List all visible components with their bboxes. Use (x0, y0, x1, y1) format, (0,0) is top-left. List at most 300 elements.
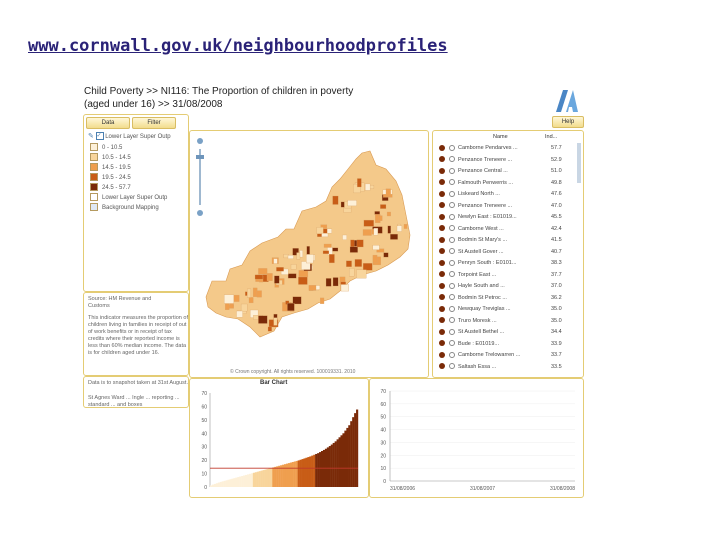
bar (251, 473, 253, 487)
legend-item[interactable] (90, 153, 131, 163)
bar (214, 484, 216, 487)
bar (292, 462, 294, 487)
bar (255, 472, 257, 487)
table-row[interactable] (439, 178, 562, 189)
table-row[interactable] (439, 270, 562, 281)
map-area-patch (350, 247, 358, 253)
area-name: Bodmin St Mary's ... (458, 237, 508, 243)
bar (302, 459, 304, 487)
bar (266, 469, 268, 487)
x-tick-label: 31/08/2008 (549, 486, 575, 492)
area-name: Camborne Trelowarren ... (458, 352, 521, 358)
bar (276, 466, 278, 487)
category-dot (439, 271, 445, 277)
bar (272, 467, 274, 487)
table-row[interactable] (439, 350, 562, 361)
category-dot (439, 237, 445, 243)
table-row[interactable] (439, 281, 562, 292)
bar (247, 474, 249, 487)
area-value: 42.4 (551, 225, 562, 232)
bar (270, 468, 272, 487)
bar (300, 460, 302, 487)
indicator-description: This indicator measures the proportion of children living in families in receipt of out of work benefits or in receipt of tax credits where their reported income is less than 60% median income. The data is for children aged under 16. (88, 315, 188, 356)
map-area-patch (288, 255, 294, 258)
area-name: Penryn South : E0101... (458, 260, 517, 266)
legend-swatch (90, 193, 98, 201)
map-area-patch (388, 226, 391, 234)
zoom-to-icon[interactable] (449, 352, 455, 358)
bar (212, 485, 214, 487)
area-value: 33.7 (551, 352, 562, 358)
area-value: 36.2 (551, 294, 562, 301)
y-tick-label: 70 (201, 391, 207, 397)
legend-item[interactable] (90, 193, 167, 203)
map-area-patch (349, 268, 354, 276)
tab-help[interactable]: Help (552, 116, 584, 128)
bar (226, 480, 228, 487)
legend-swatch (90, 173, 98, 181)
area-value: 33.9 (551, 340, 562, 347)
legend-label: Background Mapping (102, 205, 159, 211)
legend-item[interactable] (90, 203, 159, 213)
col-value-header[interactable]: Ind... (545, 134, 558, 140)
bar (311, 456, 313, 487)
notes-panel (83, 376, 189, 408)
zoom-to-icon[interactable] (449, 156, 455, 162)
area-name: Camborne West ... (458, 225, 504, 232)
bar (327, 447, 329, 487)
table-row[interactable] (439, 247, 562, 258)
zoom-to-icon[interactable] (449, 145, 455, 151)
category-dot (439, 248, 445, 254)
table-row[interactable] (439, 304, 562, 315)
map-area-patch (373, 255, 377, 263)
ia-logo (554, 88, 580, 114)
y-tick-label: 60 (380, 401, 386, 408)
bar (344, 431, 346, 487)
map-area-patch (341, 285, 349, 292)
zoom-to-icon[interactable] (449, 317, 455, 323)
area-value: 47.0 (551, 202, 562, 209)
legend-swatch (90, 153, 98, 161)
area-value: 49.8 (551, 179, 562, 186)
bar (210, 485, 212, 487)
bar (284, 464, 286, 487)
map-area-patch (363, 230, 372, 236)
bar (249, 474, 251, 487)
bar (350, 421, 352, 487)
bar (346, 428, 348, 487)
category-dot (439, 191, 445, 197)
legend-item[interactable] (90, 183, 131, 193)
map-area-patch (387, 212, 391, 216)
tab-filter[interactable]: Filter (132, 117, 176, 129)
area-value: 52.9 (551, 156, 562, 163)
bar (239, 477, 241, 487)
map-area-patch (309, 285, 316, 290)
profile-app (80, 80, 586, 500)
map-area-patch (348, 200, 357, 206)
map-area-patch (306, 255, 313, 264)
bar (329, 446, 331, 487)
table-scrollbar[interactable] (577, 143, 581, 183)
bar (235, 478, 237, 487)
area-name: Falmouth Penwerris ... (458, 179, 514, 186)
area-value: 57.7 (551, 145, 562, 151)
zoom-to-icon[interactable] (449, 271, 455, 277)
area-name: Saltash Essa ... (458, 363, 497, 370)
area-name: Penzance Treneere ... (458, 202, 513, 209)
zoom-to-icon[interactable] (449, 363, 455, 369)
bar (268, 468, 270, 487)
table-row[interactable] (439, 155, 562, 166)
map-area-patch (284, 254, 289, 258)
map-area-patch (307, 246, 310, 254)
bar (340, 435, 342, 487)
map-area-patch (323, 251, 329, 254)
area-value: 45.5 (551, 214, 562, 220)
zoom-to-icon[interactable] (449, 260, 455, 266)
bar (237, 477, 239, 487)
trend-chart-panel (369, 378, 584, 498)
y-tick-label: 20 (380, 453, 386, 460)
bar (294, 461, 296, 487)
map-area-patch (327, 229, 332, 234)
bar-chart-title: Bar Chart (260, 380, 288, 386)
table-row[interactable] (439, 212, 562, 223)
area-name: Camborne Pendarves ... (458, 145, 518, 151)
map-area-patch (241, 304, 247, 311)
zoom-to-icon[interactable] (449, 283, 455, 289)
zoom-to-icon[interactable] (449, 191, 455, 197)
bar (243, 475, 245, 487)
area-value: 34.4 (551, 329, 562, 335)
bar (348, 425, 350, 487)
table-row[interactable] (439, 316, 562, 327)
zoom-to-icon[interactable] (449, 248, 455, 254)
bar (274, 467, 276, 487)
area-name: Torpoint East ... (458, 271, 497, 278)
x-tick-label: 31/08/2006 (390, 486, 416, 492)
bar (298, 460, 300, 487)
legend-panel (83, 114, 189, 292)
bar (352, 417, 354, 487)
bar (286, 464, 288, 487)
table-row[interactable] (439, 143, 562, 154)
category-dot (439, 317, 445, 323)
bar (259, 471, 261, 487)
map-area-patch (274, 276, 279, 284)
zoom-to-icon[interactable] (449, 179, 455, 185)
bar (305, 458, 307, 487)
cornwall-map[interactable] (190, 131, 426, 361)
map-area-patch (299, 270, 308, 277)
area-name: Truro Moresk ... (458, 317, 497, 324)
y-tick-label: 20 (201, 458, 207, 465)
map-area-patch (404, 224, 407, 228)
zoom-to-icon[interactable] (449, 329, 455, 335)
page-url[interactable]: www.cornwall.gov.uk/neighbourhoodprofiles (28, 36, 448, 56)
bar (261, 471, 263, 487)
map-area-patch (326, 278, 331, 286)
map-area-patch (300, 250, 303, 257)
bar (222, 481, 224, 487)
bar (303, 458, 305, 487)
bar (307, 457, 309, 487)
zoom-to-icon[interactable] (449, 306, 455, 312)
page-title (84, 85, 353, 111)
map-area-patch (346, 261, 351, 267)
category-dot (439, 283, 445, 289)
bar (245, 475, 247, 487)
zoom-to-icon[interactable] (449, 202, 455, 208)
map-area-patch (364, 220, 374, 226)
map-area-patch (247, 289, 251, 298)
legend-swatch (90, 203, 98, 211)
source-panel (83, 292, 189, 376)
table-row[interactable] (439, 224, 562, 235)
map-area-patch (333, 248, 339, 252)
map-area-patch (288, 274, 296, 279)
legend-label: 0 - 10.5 (102, 145, 123, 151)
map-county-outline[interactable] (206, 151, 410, 337)
legend-item[interactable] (90, 173, 131, 183)
map-area-patch (397, 226, 402, 232)
category-dot (439, 179, 445, 185)
legend-header-label: Lower Layer Super Outp (105, 134, 171, 140)
map-area-patch (322, 233, 328, 237)
legend-checkbox[interactable]: ✓ (96, 133, 102, 140)
bar (257, 472, 259, 487)
area-name: Bodmin St Petroc ... (458, 294, 507, 301)
area-value: 51.0 (551, 168, 562, 174)
area-value: 35.0 (551, 317, 562, 324)
bar (337, 439, 339, 487)
category-dot (439, 363, 445, 369)
bar (296, 461, 298, 487)
area-value: 37.0 (551, 283, 562, 289)
category-dot (439, 145, 445, 151)
category-dot (439, 294, 445, 300)
table-row[interactable] (439, 235, 562, 246)
bar-chart-panel (189, 378, 369, 498)
legend-item[interactable] (90, 163, 131, 173)
area-name: Newlyn East : E01019... (458, 214, 517, 220)
y-tick-label: 40 (380, 427, 386, 434)
table-row[interactable] (439, 166, 562, 177)
map-area-patch (380, 205, 386, 209)
bar (290, 463, 292, 487)
map-area-patch (390, 234, 397, 239)
col-name-header[interactable]: Name (493, 134, 508, 140)
map-area-patch (255, 275, 263, 279)
bar (263, 470, 265, 487)
legend-label: Lower Layer Super Outp (102, 195, 168, 201)
map-area-patch (298, 277, 307, 285)
bar (333, 443, 335, 487)
zoom-to-icon[interactable] (449, 168, 455, 174)
bar (224, 481, 226, 487)
area-value: 33.5 (551, 363, 562, 370)
map-area-patch (297, 253, 300, 260)
legend-label: 24.5 - 57.7 (102, 185, 131, 191)
map-copyright: © Crown copyright. All rights reserved. 100019331. 2010 (230, 369, 356, 375)
map-area-patch (253, 288, 257, 297)
category-dot (439, 202, 445, 208)
legend-swatch (90, 163, 98, 171)
map-area-patch (268, 327, 272, 331)
map-area-patch (225, 303, 229, 309)
y-tick-label: 30 (380, 440, 386, 447)
map-area-patch (320, 298, 324, 304)
legend-label: 19.5 - 24.5 (102, 175, 131, 181)
area-name: Penzance Central ... (458, 168, 508, 174)
y-tick-label: 10 (380, 466, 386, 473)
map-area-patch (287, 303, 294, 311)
edit-icon[interactable]: ✎ (88, 133, 94, 140)
map-area-patch (357, 179, 361, 188)
map-area-patch (258, 316, 267, 324)
table-row[interactable] (439, 201, 562, 212)
area-name: Bude : E01019... (458, 340, 499, 347)
y-tick-label: 0 (204, 485, 207, 491)
map-area-patch (333, 278, 338, 287)
bar (321, 451, 323, 487)
map-area-patch (276, 267, 283, 271)
x-tick-label: 31/08/2007 (469, 486, 496, 492)
bar (309, 456, 311, 487)
bar (241, 476, 243, 487)
bar (342, 433, 344, 487)
source-line-2: Customs (88, 303, 110, 309)
zoom-to-icon[interactable] (449, 294, 455, 300)
legend-label: 14.5 - 19.5 (102, 165, 131, 171)
map-area-patch (374, 228, 378, 235)
table-row[interactable] (439, 327, 562, 338)
area-value: 40.7 (551, 248, 562, 255)
map-area-patch (357, 270, 367, 278)
category-dot (439, 225, 445, 231)
area-table (432, 130, 584, 378)
category-dot (439, 156, 445, 162)
bar (216, 483, 218, 487)
y-tick-label: 50 (380, 414, 386, 421)
legend-label: 10.5 - 14.5 (102, 155, 131, 161)
legend-swatch (90, 183, 98, 191)
bar (331, 445, 333, 487)
area-name: Newquay Treviglas ... (458, 306, 511, 312)
table-row[interactable] (439, 258, 562, 269)
map-area-patch (386, 189, 391, 196)
y-tick-label: 10 (201, 471, 207, 478)
map-area-patch (355, 259, 362, 266)
y-tick-label: 60 (201, 404, 207, 411)
bar (218, 483, 220, 487)
note-line-1: Data is to snapshot taken at 31st August. (88, 380, 188, 386)
legend-header[interactable] (88, 132, 171, 142)
zoom-to-icon[interactable] (449, 214, 455, 220)
category-dot (439, 214, 445, 220)
table-row[interactable] (439, 293, 562, 304)
table-row[interactable] (439, 189, 562, 200)
trend-chart[interactable] (370, 379, 581, 495)
legend-item[interactable] (90, 143, 122, 153)
title-line-1: Child Poverty >> NI116: The Proportion of children in poverty (84, 86, 354, 97)
map-area-patch (249, 297, 253, 303)
y-tick-label: 50 (201, 417, 207, 424)
bar-chart[interactable] (190, 389, 366, 495)
bar (339, 437, 341, 487)
map-area-patch (357, 240, 364, 247)
bar (228, 480, 230, 487)
zoom-to-icon[interactable] (449, 340, 455, 346)
map-area-patch (333, 196, 339, 205)
bar (233, 478, 235, 487)
map-area-patch (365, 184, 370, 191)
map-area-patch (258, 268, 267, 274)
map-area-patch (373, 245, 380, 249)
y-tick-label: 0 (383, 479, 386, 485)
map-area-patch (257, 291, 262, 298)
bar (265, 470, 267, 487)
title-line-2: (aged under 16) >> 31/08/2008 (84, 99, 223, 110)
map-area-patch (224, 295, 234, 304)
area-value: 47.6 (551, 191, 562, 197)
map-area-patch (267, 273, 273, 280)
bar (231, 479, 233, 487)
map-panel[interactable] (189, 130, 429, 378)
bar (253, 473, 255, 487)
note-line-2: St Agnes Ward ... Ingle ... reporting ... standard ... and boxes (88, 395, 180, 408)
map-area-patch (375, 211, 380, 214)
bar (356, 410, 358, 487)
bar (278, 466, 280, 487)
area-name: Penzance Treneere ... (458, 156, 513, 163)
map-area-patch (237, 311, 243, 317)
area-name: St Austell Bethel ... (458, 329, 505, 335)
area-value: 41.5 (551, 237, 562, 243)
map-area-patch (274, 259, 278, 264)
bar (319, 452, 321, 487)
tab-data[interactable]: Data (86, 117, 130, 129)
map-area-patch (293, 297, 302, 304)
bar (288, 463, 290, 487)
area-name: Liskeard North ... (458, 191, 500, 197)
y-tick-label: 30 (201, 444, 207, 451)
category-dot (439, 306, 445, 312)
bar (220, 482, 222, 487)
map-area-patch (274, 318, 277, 326)
map-area-patch (324, 244, 331, 248)
table-row[interactable] (439, 339, 562, 350)
y-tick-label: 40 (201, 431, 207, 438)
zoom-to-icon[interactable] (449, 225, 455, 231)
map-area-patch (363, 263, 372, 270)
zoom-to-icon[interactable] (449, 237, 455, 243)
category-dot (439, 340, 445, 346)
bar (354, 413, 356, 487)
category-dot (439, 352, 445, 358)
map-area-patch (378, 216, 382, 221)
area-value: 38.3 (551, 260, 562, 266)
category-dot (439, 168, 445, 174)
table-row[interactable] (439, 362, 562, 373)
bar (229, 479, 231, 487)
legend-swatch (90, 143, 98, 151)
map-area-patch (317, 227, 324, 233)
bar (317, 453, 319, 487)
map-area-patch (291, 264, 296, 269)
